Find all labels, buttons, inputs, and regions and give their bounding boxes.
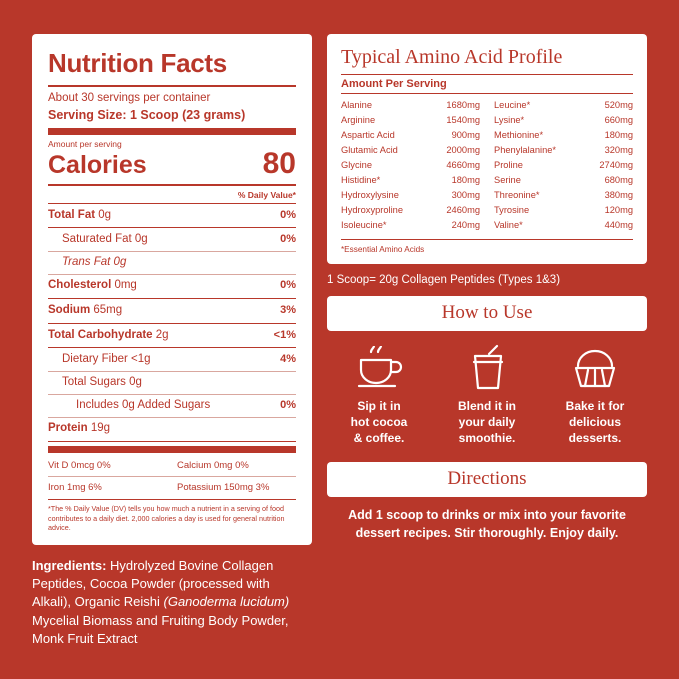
how-to-use-item — [435, 345, 539, 446]
amino-left-column — [341, 98, 480, 233]
amino-acid-name: Threonine* — [494, 190, 540, 201]
how-to-use-text: Bake it for delicious desserts. — [565, 399, 625, 445]
nutrient-daily-value: 0% — [280, 399, 296, 412]
nutrient-row — [48, 327, 296, 345]
amino-acid-name: Tyrosine — [494, 205, 530, 216]
nutrient-label: Total Fat 0g — [48, 208, 112, 221]
ingredients-block — [32, 557, 304, 649]
amino-acid-value: 1680mg — [446, 100, 480, 110]
nutrient-row — [48, 351, 296, 369]
divider — [48, 85, 296, 87]
how-to-use-heading: How to Use — [327, 296, 647, 331]
nutrient-row — [48, 207, 296, 225]
amino-acid-name: Methionine* — [494, 130, 544, 141]
nutrient-daily-value: 0% — [280, 233, 296, 246]
amino-acid-name: Isoleucine* — [341, 220, 387, 231]
how-to-use-item — [327, 345, 431, 446]
amino-acid-row — [494, 98, 633, 113]
amino-acid-name: Serine — [494, 175, 521, 186]
nutrient-label: Dietary Fiber <1g — [62, 353, 151, 366]
divider — [48, 203, 296, 204]
nutrient-label: Total Sugars 0g — [62, 376, 142, 389]
amino-acid-row — [341, 128, 480, 143]
micronutrient-right: Potassium 150mg 3% — [177, 482, 270, 494]
amino-acid-value: 1540mg — [446, 115, 480, 126]
amino-acid-value: 320mg — [604, 145, 633, 156]
nutrient-label: Includes 0g Added Sugars — [76, 399, 211, 412]
divider — [48, 371, 296, 372]
amino-acid-row — [341, 188, 480, 203]
amino-acid-value: 2740mg — [599, 160, 633, 171]
amino-acid-value: 680mg — [604, 175, 633, 186]
micronutrient-row — [48, 479, 296, 496]
daily-value-footnote: *The % Daily Value (DV) tells you how much a nutrient in a serving of food contributes to a daily diet. 2,000 calories a day is used for general nutrition advice. — [48, 504, 285, 533]
nutrient-daily-value: 3% — [280, 303, 296, 316]
divider — [48, 446, 296, 453]
amino-acid-row — [341, 158, 480, 173]
how-to-use-items — [327, 345, 647, 446]
divider — [341, 74, 633, 75]
how-to-use-item — [543, 345, 647, 446]
divider — [48, 394, 296, 395]
ingredients-heading: Ingredients: — [32, 557, 107, 573]
divider — [48, 227, 296, 228]
nutrient-daily-value: 0% — [280, 279, 296, 292]
nutrient-label: Trans Fat 0g — [62, 256, 127, 269]
amino-acid-row — [494, 203, 633, 218]
divider — [48, 417, 296, 418]
divider — [48, 347, 296, 348]
amino-acid-row — [494, 143, 633, 158]
amino-acid-name: Lysine* — [494, 115, 525, 126]
amino-acid-value: 120mg — [604, 205, 633, 216]
divider — [341, 93, 633, 94]
divider — [48, 251, 296, 252]
nutrient-label: Cholesterol 0mg — [48, 279, 137, 292]
amino-acid-value: 300mg — [451, 190, 480, 201]
nutrient-row — [48, 231, 296, 249]
nutrient-rows — [48, 207, 296, 442]
ingredients-text-part1: Hydrolyzed Bovine Collagen Peptides, Cocoa Powder (processed with Alkali), Organic Reishi — [32, 557, 274, 610]
daily-value-header: % Daily Value* — [237, 189, 296, 200]
amino-acid-name: Aspartic Acid — [341, 130, 395, 141]
calories-value: 80 — [262, 146, 296, 180]
amino-acid-name: Valine* — [494, 220, 523, 231]
amino-acid-value: 440mg — [604, 220, 633, 231]
amino-acid-name: Hydroxyproline — [341, 205, 404, 216]
divider — [48, 298, 296, 299]
serving-size: Serving Size: 1 Scoop (23 grams) — [48, 107, 246, 122]
amino-amount-per-serving-label: Amount Per Serving — [341, 78, 447, 90]
amino-acid-name: Hydroxylysine — [341, 190, 399, 201]
amount-per-serving-label: Amount per serving — [48, 138, 122, 149]
amino-acid-row — [494, 128, 633, 143]
amino-acid-name: Arginine — [341, 115, 376, 126]
amino-acid-row — [494, 158, 633, 173]
amino-acid-row — [494, 173, 633, 188]
nutrient-label: Saturated Fat 0g — [62, 233, 148, 246]
micronutrient-left: Vit D 0mcg 0% — [48, 459, 111, 471]
amino-acid-name: Histidine* — [341, 175, 381, 186]
divider — [48, 323, 296, 324]
nutrition-facts-panel — [32, 34, 312, 545]
servings-per-container: About 30 servings per container — [48, 92, 211, 105]
left-column — [32, 34, 312, 649]
directions-heading: Directions — [327, 462, 647, 497]
nutrient-row — [48, 397, 296, 415]
amino-acid-row — [494, 218, 633, 233]
how-to-use-text: Sip it in hot cocoa & coffee. — [350, 399, 408, 445]
amino-acid-name: Glycine — [341, 160, 373, 171]
nutrient-row — [48, 254, 296, 272]
amino-acid-value: 380mg — [604, 190, 633, 201]
nutrient-label: Protein 19g — [48, 421, 111, 434]
amino-acid-value: 2000mg — [446, 145, 480, 156]
ingredients-text-part2: Mycelial Biomass and Fruiting Body Powder, Monk Fruit Extract — [32, 612, 289, 647]
directions-text: Add 1 scoop to drinks or mix into your favorite dessert recipes. Stir thoroughly. Enjoy daily. — [348, 508, 626, 541]
amino-right-column — [494, 98, 633, 233]
essential-amino-footnote: *Essential Amino Acids — [341, 239, 633, 254]
micronutrient-rows — [48, 457, 296, 497]
calories-label: Calories — [48, 151, 147, 180]
amino-acid-value: 240mg — [451, 220, 480, 231]
amino-acid-value: 180mg — [451, 175, 480, 186]
amino-acid-name: Glutamic Acid — [341, 145, 398, 156]
amino-acid-value: 900mg — [451, 130, 480, 141]
nutrient-label: Total Carbohydrate 2g — [48, 328, 169, 341]
amino-acid-row — [341, 143, 480, 158]
smoothie-cup-icon — [435, 345, 539, 391]
how-to-use-text: Blend it in your daily smoothie. — [458, 399, 516, 445]
nutrient-label: Sodium 65mg — [48, 303, 123, 316]
amino-acid-name: Proline — [494, 160, 523, 171]
nutrient-daily-value: 0% — [280, 208, 296, 221]
amino-acid-panel — [327, 34, 647, 264]
nutrient-row — [48, 302, 296, 320]
coffee-cup-icon — [327, 345, 431, 391]
amino-acid-row — [341, 203, 480, 218]
nutrition-facts-title: Nutrition Facts — [48, 48, 227, 78]
amino-acid-row — [341, 98, 480, 113]
nutrient-daily-value: 4% — [280, 353, 296, 366]
micronutrient-row — [48, 457, 296, 474]
amino-acid-value: 660mg — [604, 115, 633, 126]
micronutrient-right: Calcium 0mg 0% — [177, 459, 249, 471]
amino-acid-title: Typical Amino Acid Profile — [341, 46, 563, 68]
amino-acid-row — [341, 113, 480, 128]
amino-acid-name: Alanine — [341, 100, 373, 110]
divider — [48, 274, 296, 275]
calories-row — [48, 147, 296, 180]
divider — [48, 499, 296, 500]
amino-acid-name: Phenylalanine* — [494, 145, 557, 156]
amino-acid-row — [341, 218, 480, 233]
amino-acid-value: 4660mg — [446, 160, 480, 171]
divider — [48, 476, 296, 477]
amino-acid-value: 2460mg — [446, 205, 480, 216]
right-column — [327, 34, 647, 542]
scoop-equivalence-note: 1 Scoop= 20g Collagen Peptides (Types 1&3) — [327, 274, 561, 287]
amino-acid-value: 180mg — [604, 130, 633, 141]
nutrient-daily-value: <1% — [273, 328, 296, 341]
amino-acid-row — [494, 113, 633, 128]
nutrient-row — [48, 277, 296, 295]
amino-acid-row — [494, 188, 633, 203]
divider — [48, 184, 296, 186]
ingredients-botanical-name: (Ganoderma lucidum) — [163, 594, 290, 610]
nutrient-row — [48, 374, 296, 392]
divider — [48, 128, 296, 135]
micronutrient-left: Iron 1mg 6% — [48, 482, 102, 494]
nutrient-row — [48, 420, 296, 438]
cupcake-icon — [543, 345, 647, 391]
amino-acid-value: 520mg — [604, 100, 633, 110]
amino-acid-name: Leucine* — [494, 100, 531, 110]
amino-acid-grid — [341, 98, 633, 233]
amino-acid-row — [341, 173, 480, 188]
divider — [48, 441, 296, 442]
